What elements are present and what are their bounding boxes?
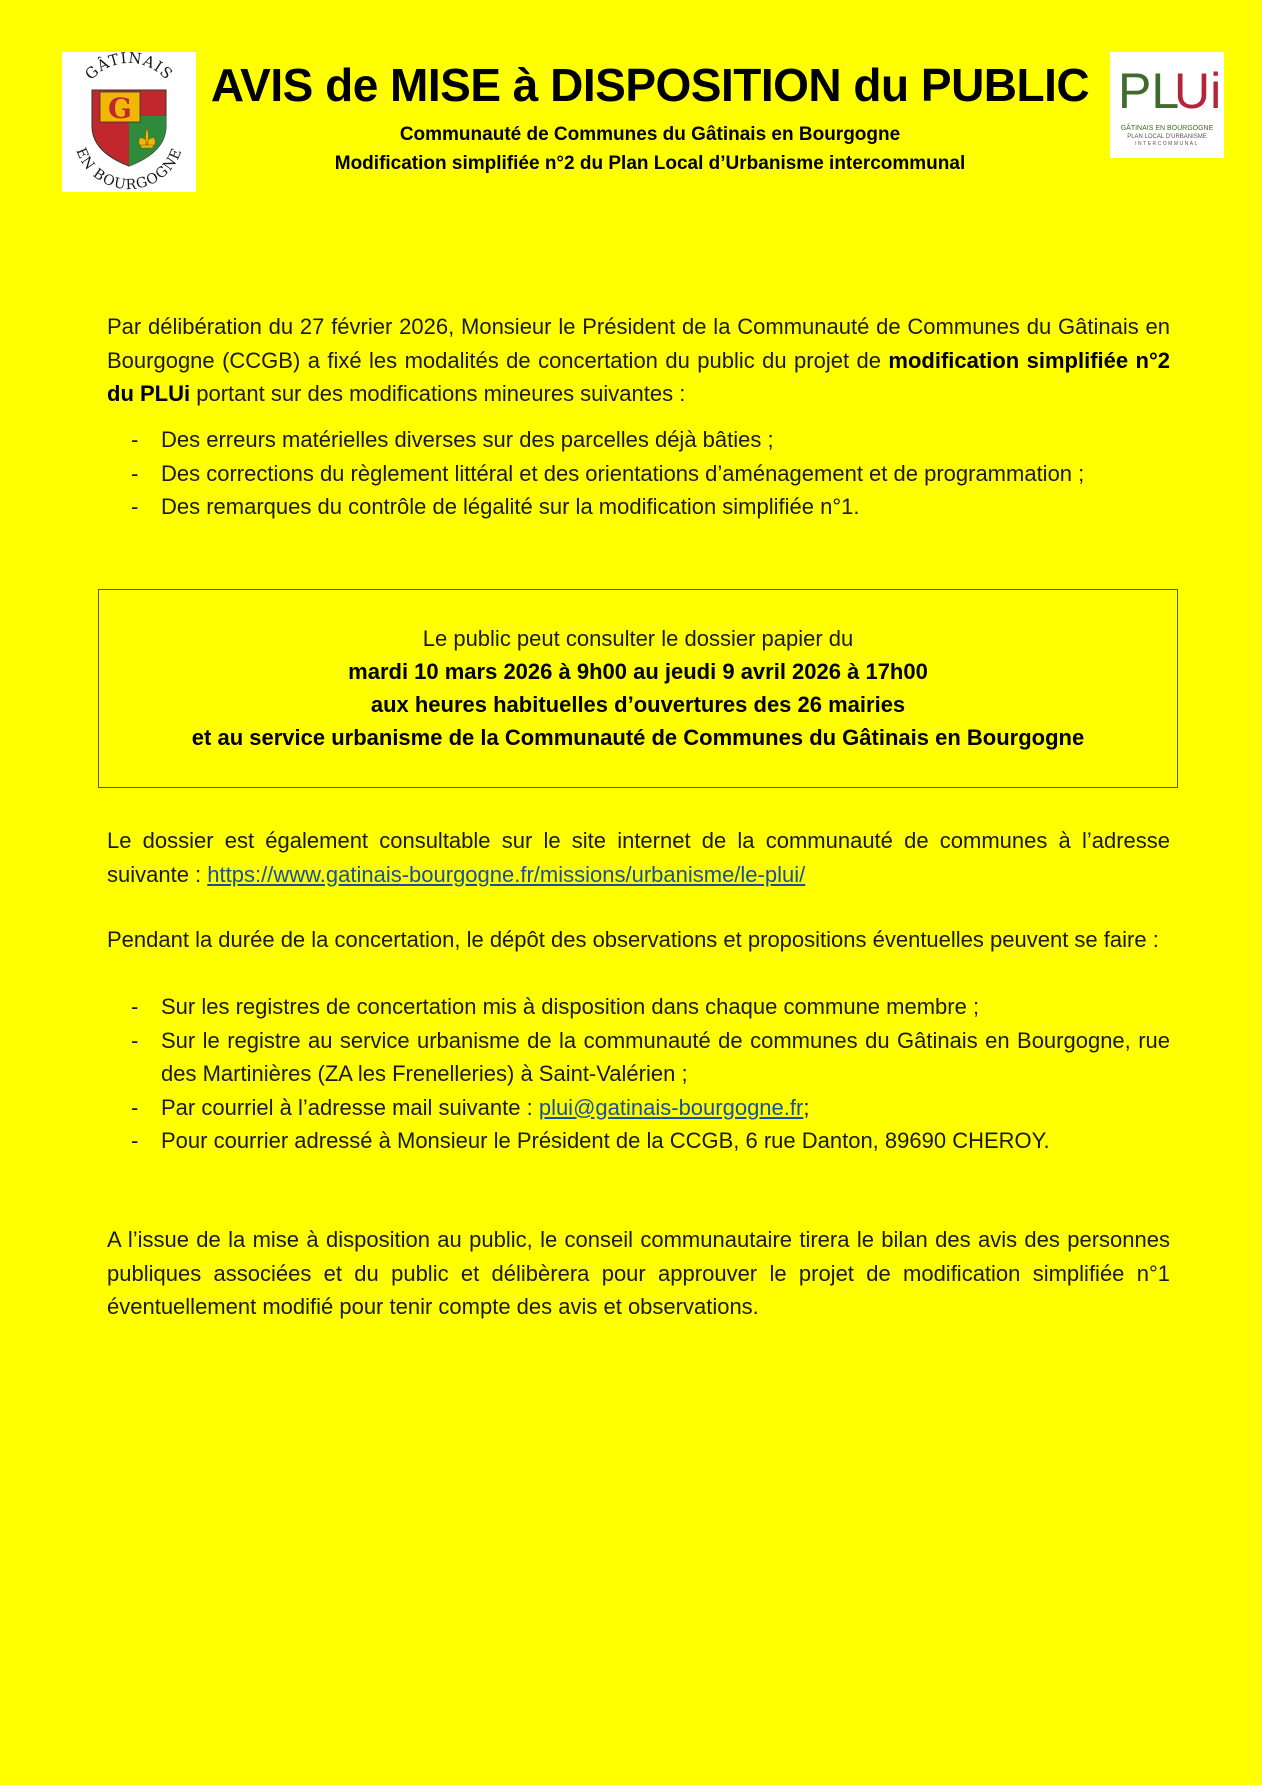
consultation-line-1: Le public peut consulter le dossier papier du bbox=[422, 626, 854, 651]
list-item bbox=[107, 1091, 1170, 1125]
intro-paragraph bbox=[107, 310, 1170, 411]
plui-logo-icon bbox=[1110, 52, 1224, 158]
plui-logo-text-ui: Ui bbox=[1174, 63, 1222, 119]
consultation-line-4: et au service urbanisme de la Communauté de Communes du Gâtinais en Bourgogne bbox=[191, 725, 1085, 750]
plui-logo-text: PL bbox=[1118, 63, 1180, 119]
modifications-list bbox=[107, 423, 1170, 524]
plui-caption-2: PLAN LOCAL D'URBANISME bbox=[1127, 134, 1207, 140]
list-item-text: Des corrections du règlement littéral et des orientations d’aménagement et de programmation ; bbox=[161, 460, 1085, 486]
list-item-text: Par courriel à l’adresse mail suivante : bbox=[161, 1094, 539, 1120]
plui-caption-3: INTERCOMMUNAL bbox=[1135, 141, 1199, 147]
website-paragraph bbox=[107, 824, 1170, 891]
list-item-text: Des erreurs matérielles diverses sur des parcelles déjà bâties ; bbox=[161, 427, 774, 452]
bullet-dash: - bbox=[131, 1128, 139, 1153]
bullet-dash: - bbox=[131, 1027, 139, 1053]
observations-list bbox=[107, 990, 1170, 1158]
bullet-dash: - bbox=[131, 427, 139, 452]
conclusion-paragraph: A l’issue de la mise à disposition au public, le conseil communautaire tirera le bilan des avis des personnes publiques associées et du public et délibèrera pour approuver le projet de modification simplifiée n°1 éventuellement modifié pour tenir compte des avis et observations. bbox=[107, 1227, 1170, 1319]
intro-text-after: portant sur des modifications mineures suivantes : bbox=[190, 381, 686, 406]
logo-letter: G bbox=[108, 92, 132, 125]
list-item-text: Sur le registre au service urbanisme de la communauté de communes du Gâtinais en Bourgogne, rue des Martinières (ZA les Frenelleries) à Saint-Valérien ; bbox=[161, 1027, 1170, 1086]
svg-text:GÂTINAIS bbox=[81, 52, 176, 83]
website-link[interactable]: https://www.gatinais-bourgogne.fr/missions/urbanisme/le-plui/ bbox=[207, 861, 806, 887]
coat-of-arms-icon bbox=[62, 52, 196, 192]
plui-logo bbox=[1110, 52, 1224, 158]
page-subtitle-1: Communauté de Communes du Gâtinais en Bourgogne bbox=[399, 124, 901, 145]
list-item-text: Sur les registres de concertation mis à disposition dans chaque commune membre ; bbox=[161, 994, 980, 1019]
bullet-dash: - bbox=[131, 460, 139, 486]
consultation-line-3: aux heures habituelles d’ouvertures des 26 mairies bbox=[370, 692, 906, 717]
list-item bbox=[107, 990, 1170, 1024]
bullet-dash: - bbox=[131, 1094, 139, 1120]
list-item bbox=[107, 457, 1170, 491]
email-link[interactable]: plui@gatinais-bourgogne.fr bbox=[538, 1094, 804, 1120]
list-item-text: Des remarques du contrôle de légalité sur la modification simplifiée n°1. bbox=[161, 494, 860, 519]
list-item bbox=[107, 490, 1170, 524]
plui-caption-1: GÂTINAIS EN BOURGOGNE bbox=[1120, 125, 1214, 132]
list-item-text-end: ; bbox=[803, 1094, 810, 1120]
intro-bold-text: modification simplifiée n°2 du PLUi bbox=[107, 347, 1171, 406]
consultation-dates: mardi 10 mars 2026 à 9h00 au jeudi 9 avril 2026 à 17h00 bbox=[348, 659, 928, 684]
website-text: Le dossier est également consultable sur le site internet de la communauté de communes à l’adresse suivante : bbox=[107, 828, 1170, 887]
page-title: AVIS de MISE à DISPOSITION du PUBLIC bbox=[210, 59, 1090, 111]
bullet-dash: - bbox=[131, 494, 139, 519]
list-item bbox=[107, 1124, 1170, 1158]
list-item bbox=[107, 423, 1170, 457]
gatinais-logo bbox=[62, 52, 196, 192]
consultation-box bbox=[98, 589, 1178, 788]
list-item-text: Pour courrier adressé à Monsieur le Président de la CCGB, 6 rue Danton, 89690 CHEROY. bbox=[161, 1128, 1050, 1153]
logo-arc-bottom-text: EN BOURGOGNE bbox=[72, 145, 186, 192]
list-item bbox=[107, 1024, 1170, 1091]
intro-text-before: Par délibération du 27 février 2026, Monsieur le Président de la Communauté de Communes du Gâtinais en Bourgogne (CCGB) a fixé les modalités de concertation du public du projet de bbox=[107, 314, 1170, 373]
bullet-dash: - bbox=[131, 994, 139, 1019]
observations-intro: Pendant la durée de la concertation, le dépôt des observations et propositions éventuelles peuvent se faire : bbox=[107, 927, 1159, 952]
logo-arc-top-text: GÂTINAIS bbox=[81, 52, 177, 84]
page-subtitle-2: Modification simplifiée n°2 du Plan Local d’Urbanisme intercommunal bbox=[334, 153, 966, 174]
